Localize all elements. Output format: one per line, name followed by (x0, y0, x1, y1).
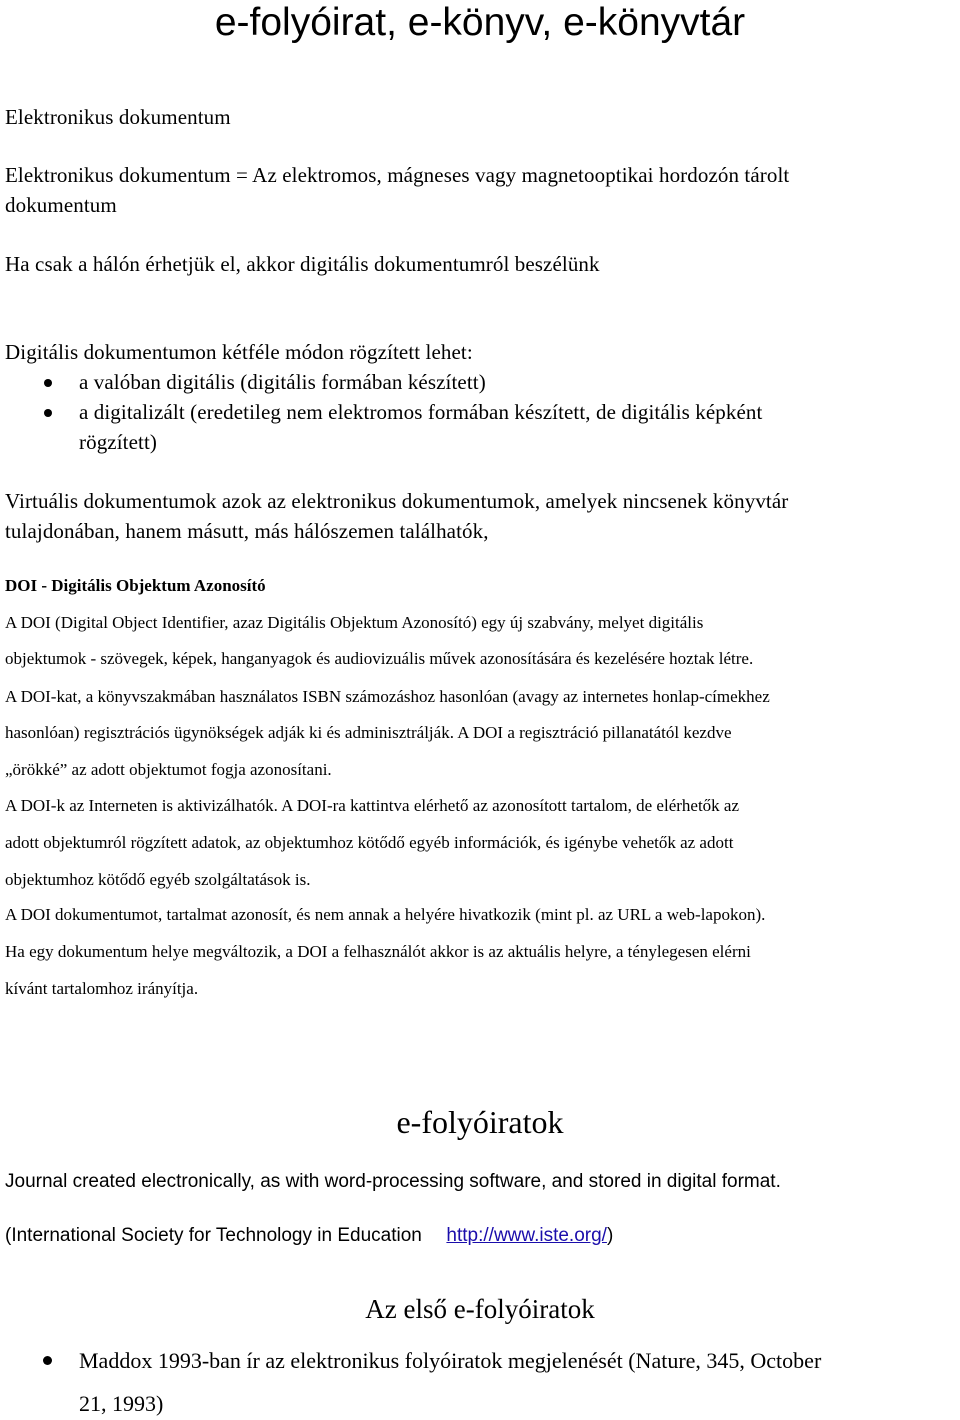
bullet-icon (44, 409, 52, 417)
iste-link[interactable]: http://www.iste.org/ (446, 1225, 607, 1246)
list-item-continuation: rögzített) (79, 430, 157, 454)
doi-line: A DOI-kat, a könyvszakmában használatos ISBN számozáshoz hasonlóan (avagy az internetes honlap-címekhez (5, 687, 770, 706)
doi-line: „örökké” az adott objektumot fogja azonosítani. (5, 760, 332, 779)
bullet-icon (43, 1356, 52, 1365)
definition-line: Elektronikus dokumentum = Az elektromos, mágneses vagy magnetooptikai hordozón tárolt (5, 163, 790, 187)
paragraph: Virtuális dokumentumok azok az elektronikus dokumentumok, amelyek nincsenek könyvtár (5, 489, 789, 513)
paragraph: Ha csak a hálón érhetjük el, akkor digitális dokumentumról beszélünk (5, 252, 600, 276)
source-suffix: ) (606, 1225, 614, 1246)
doi-line: Ha egy dokumentum helye megváltozik, a DOI a felhasználót akkor is az aktuális helyre, a ténylegesen elérni (5, 942, 751, 961)
section-heading: Elektronikus dokumentum (5, 105, 231, 129)
doi-line: kívánt tartalomhoz irányítja. (5, 979, 199, 998)
bullet-icon (44, 379, 52, 387)
doi-line: adott objektumról rögzített adatok, az objektumhoz kötődő egyéb információk, és igénybe vehetők az adott (5, 833, 734, 852)
doi-line: objektumhoz kötődő egyéb szolgáltatások is. (5, 870, 311, 889)
list-item: a digitalizált (eredetileg nem elektromos formában készített, de digitális képként (79, 400, 763, 424)
doi-line: A DOI-k az Interneten is aktivizálhatók. A DOI-ra kattintva elérhető az azonosított tartalom, de elérhetők az (5, 796, 740, 815)
list-intro: Digitális dokumentumon kétféle módon rögzített lehet: (5, 340, 473, 364)
definition-line: dokumentum (5, 193, 117, 217)
doi-line: A DOI (Digital Object Identifier, azaz Digitális Objektum Azonosító) egy új szabvány, melyet digitális (5, 613, 704, 632)
source-prefix: (International Society for Technology in Education (5, 1225, 422, 1246)
source-citation (5, 1224, 613, 1248)
paragraph: tulajdonában, hanem másutt, más hálószemen találhatók, (5, 519, 489, 543)
list-item: a valóban digitális (digitális formában készített) (79, 370, 486, 394)
page-title: e-folyóirat, e-könyv, e-könyvtár (214, 1, 746, 44)
doi-line: hasonlóan) regisztrációs ügynökségek adják ki és adminisztrálják. A DOI a regisztráció pillanatától kezdve (5, 723, 732, 742)
list-item-continuation: 21, 1993) (79, 1391, 164, 1416)
doi-line: objektumok - szövegek, képek, hanganyagok és audiovizuális művek azonosítására és kezelésére hoztak létre. (5, 649, 754, 668)
ejournal-definition: Journal created electronically, as with word-processing software, and stored in digital format. (5, 1171, 781, 1192)
doi-line: A DOI dokumentumot, tartalmat azonosít, és nem annak a helyére hivatkozik (mint pl. az URL a web-lapokon). (5, 905, 766, 924)
list-item: Maddox 1993-ban ír az elektronikus folyóiratok megjelenését (Nature, 345, October (79, 1348, 822, 1373)
ejournals-heading: e-folyóiratok (396, 1104, 564, 1140)
doi-heading: DOI - Digitális Objektum Azonosító (5, 576, 266, 595)
first-ejournals-heading: Az első e-folyóiratok (365, 1294, 595, 1324)
